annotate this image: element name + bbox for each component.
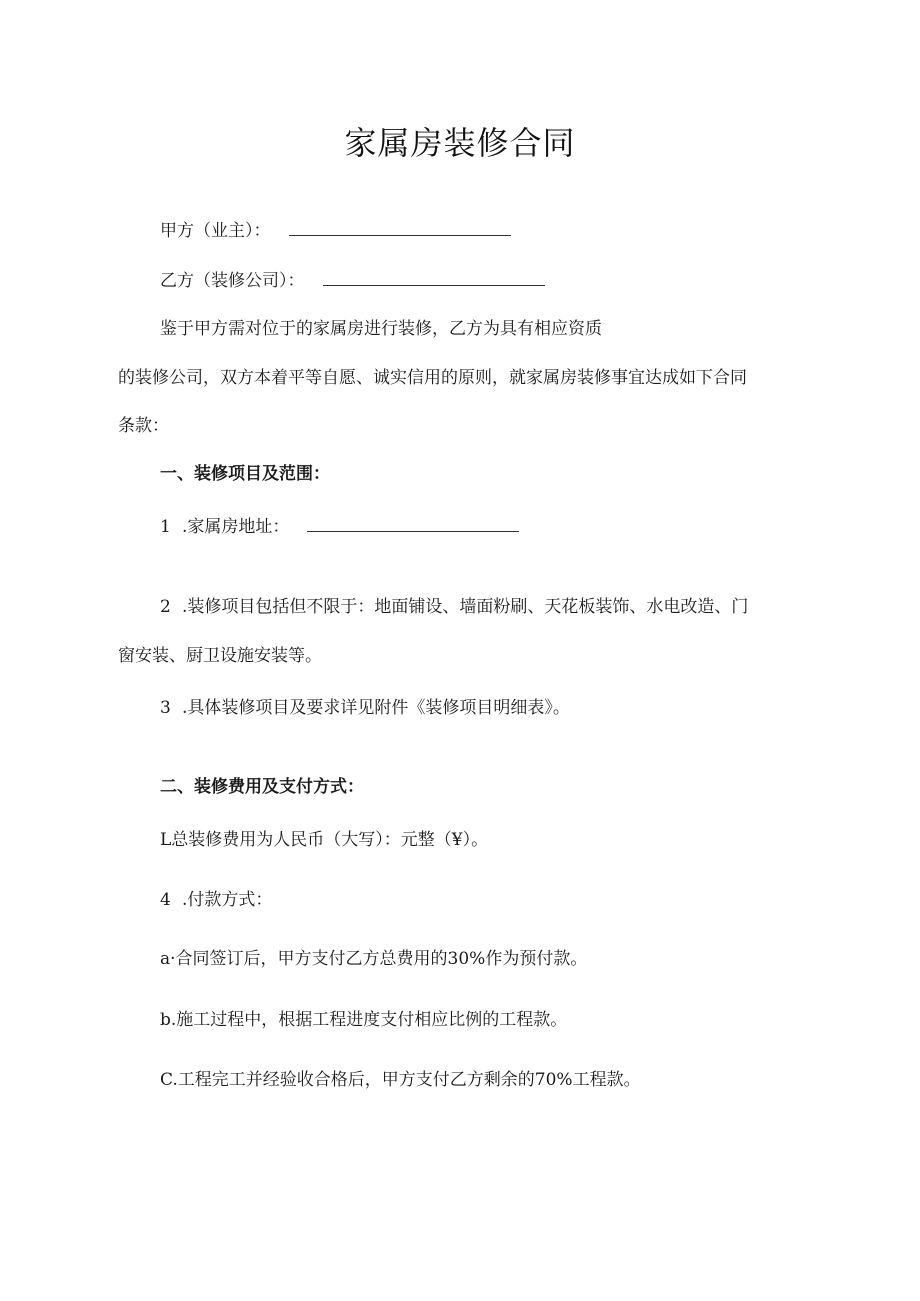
item-text: .装修项目包括但不限于：地面铺设、墙面粉刷、天花板装饰、水电改造、门 xyxy=(182,597,749,617)
item-number: 1 xyxy=(160,517,171,537)
payment-b: b.施工过程中，根据工程进度支付相应比例的工程款。 xyxy=(160,1010,568,1030)
party-a-blank xyxy=(289,221,511,236)
section-1-heading: 一、装修项目及范围： xyxy=(160,464,330,484)
party-a-label: 甲方（业主）： xyxy=(160,221,271,241)
section-2-item-4 xyxy=(160,889,272,911)
section-2-heading: 二、装修费用及支付方式： xyxy=(160,777,364,797)
preamble-line-3: 条款： xyxy=(118,416,169,436)
party-b-line xyxy=(160,270,545,292)
payment-c: C.工程完工并经验收合格后，甲方支付乙方剩余的70%工程款。 xyxy=(160,1070,641,1090)
item-number: 4 xyxy=(160,890,171,910)
section-1-item-1 xyxy=(160,516,519,538)
party-b-label: 乙方（装修公司）： xyxy=(160,271,305,291)
preamble-line-1: 鉴于甲方需对位于的家属房进行装修，乙方为具有相应资质 xyxy=(160,319,602,339)
item-number: 3 xyxy=(160,698,171,718)
section-2-item-1: L总装修费用为人民币（大写）：元整（¥）。 xyxy=(160,830,489,850)
party-b-blank xyxy=(323,271,545,286)
preamble-line-2: 的装修公司，双方本着平等自愿、诚实信用的原则，就家属房装修事宜达成如下合同 xyxy=(118,368,747,388)
item-text: .具体装修项目及要求详见附件《装修项目明细表》。 xyxy=(182,698,570,718)
item-number: 2 xyxy=(160,597,171,617)
section-1-item-2-line-1 xyxy=(160,596,748,618)
section-1-item-2-line-2: 窗安装、厨卫设施安装等。 xyxy=(118,646,322,666)
party-a-line xyxy=(160,220,511,242)
section-1-item-3 xyxy=(160,697,570,719)
item-text: .付款方式： xyxy=(182,890,273,910)
payment-a: a·合同签订后，甲方支付乙方总费用的30%作为预付款。 xyxy=(160,949,588,969)
address-blank xyxy=(307,517,519,532)
address-label: .家属房地址： xyxy=(182,517,290,537)
document-title: 家属房装修合同 xyxy=(344,124,576,162)
